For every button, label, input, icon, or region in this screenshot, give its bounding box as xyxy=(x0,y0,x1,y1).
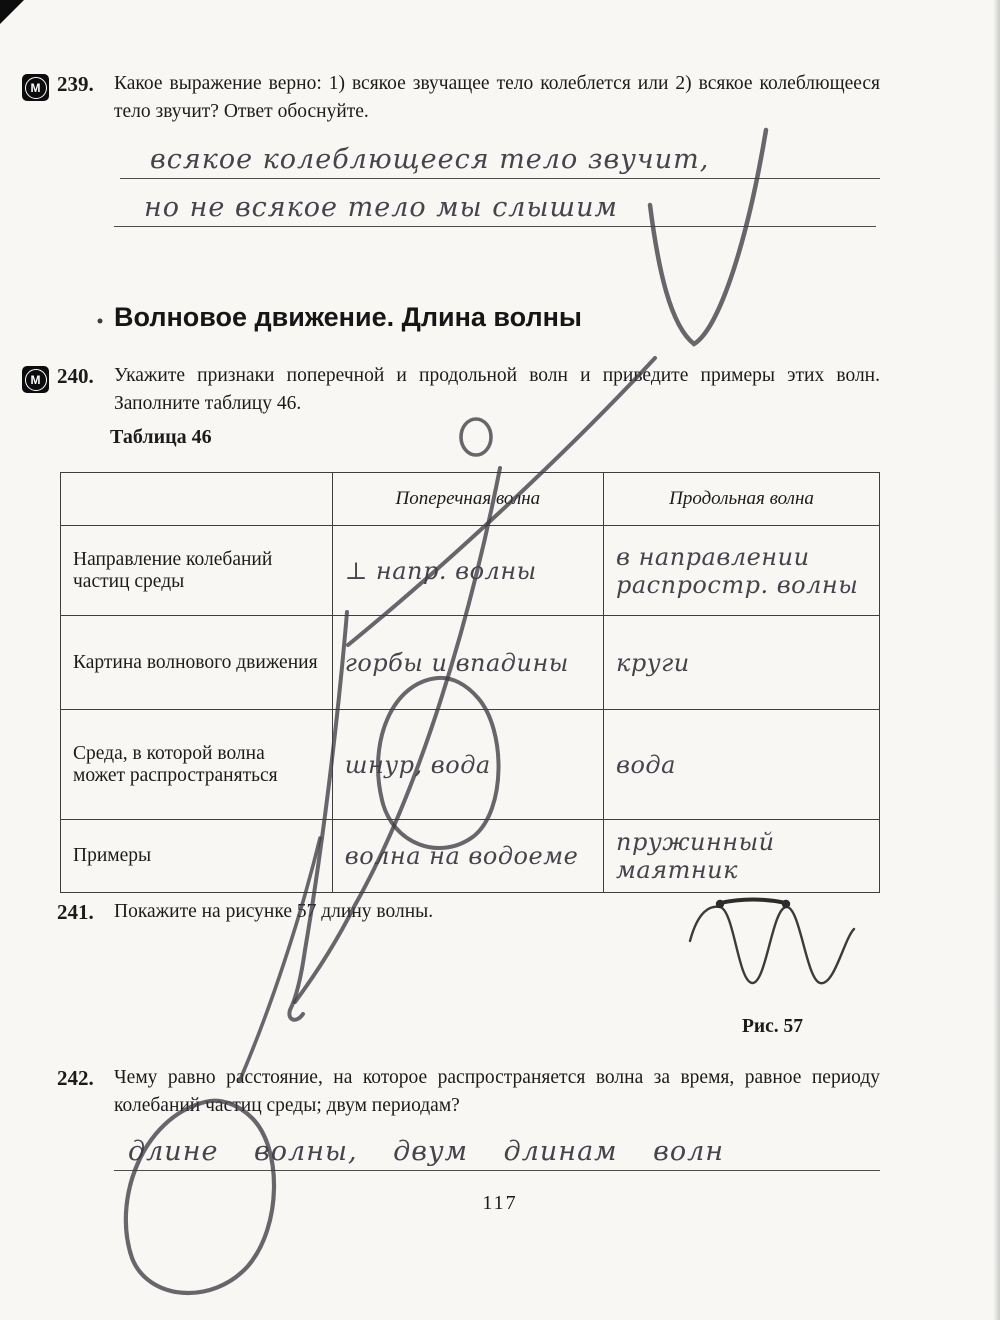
handwritten-answer-239-2: но не всякое тело мы слышим xyxy=(144,192,618,223)
table-row-label: Среда, в которой волна может распространяться xyxy=(61,710,333,820)
problem-239-text: Какое выражение верно: 1) всякое звучащее тело колеблется или 2) всякое колеблющееся тело звучит? Ответ обоснуйте. xyxy=(114,73,880,122)
handwritten-cell: пружинный маятник xyxy=(616,828,775,884)
problem-242-text: Чему равно расстояние, на которое распространяется волна за время, равное периоду колебаний частиц среды; двум периодам? xyxy=(114,1067,880,1116)
table-row xyxy=(61,526,880,616)
wavelength-marker xyxy=(720,900,786,904)
ink-dot xyxy=(98,319,103,324)
problem-241-number: 241. xyxy=(57,900,94,924)
figure-57-caption: Рис. 57 xyxy=(742,1016,804,1037)
problem-240-number: 240. xyxy=(57,364,94,388)
table-cell-empty xyxy=(61,473,333,526)
table-cell-handwritten xyxy=(332,616,603,710)
table-cell-handwritten xyxy=(604,820,880,893)
table-cell-handwritten xyxy=(332,820,603,893)
handwritten-answer-242: длине волны, двум длинам волн xyxy=(128,1136,725,1167)
table-cell-handwritten xyxy=(604,526,880,616)
problem-242-number: 242. xyxy=(57,1066,94,1090)
table-row-label: Примеры xyxy=(61,820,333,893)
handwritten-cell: круги xyxy=(616,648,690,677)
mechanics-badge-239 xyxy=(22,74,49,101)
table-header-transverse: Поперечная волна xyxy=(332,473,603,526)
answer-line-242 xyxy=(114,1122,880,1171)
table-cell-handwritten xyxy=(332,526,603,616)
wave-curve xyxy=(690,907,854,984)
table-cell-handwritten xyxy=(604,710,880,820)
table-row xyxy=(61,820,880,893)
mechanics-badge-letter: М xyxy=(25,77,47,99)
table-row-label: Картина волнового движения xyxy=(61,616,333,710)
wavelength-endpoint-right xyxy=(782,900,790,908)
handwritten-cell: волна на водоеме xyxy=(344,842,579,870)
table-cell-handwritten xyxy=(332,710,603,820)
handwritten-cell: вода xyxy=(616,750,676,779)
problem-241-text: Покажите на рисунке 57 длину волны. xyxy=(114,901,434,922)
problem-239-number: 239. xyxy=(57,72,94,96)
mechanics-badge-240 xyxy=(22,366,49,393)
answer-line-239-2 xyxy=(114,180,876,227)
problem-240-text: Укажите признаки поперечной и продольной волн и приведите примеры этих волн. Заполните таблицу 46. xyxy=(114,365,880,414)
table-46 xyxy=(60,472,880,893)
table-46-label: Таблица 46 xyxy=(110,426,212,448)
pen-small-circle xyxy=(461,419,491,455)
page-number: 117 xyxy=(482,1192,518,1214)
wavelength-endpoint-left xyxy=(716,900,724,908)
handwritten-cell: ⊥ напр. волны xyxy=(344,556,537,585)
handwritten-answer-239-1: всякое колеблющееся тело звучит, xyxy=(150,144,710,175)
mechanics-badge-letter: М xyxy=(25,369,47,391)
table-row-label: Направление колебаний частиц среды xyxy=(61,526,333,616)
section-title: Волновое движение. Длина волны xyxy=(114,302,582,332)
table-row-header xyxy=(61,473,880,526)
handwritten-cell: шнур, вода xyxy=(344,750,491,779)
handwritten-cell: в направлении распростр. волны xyxy=(616,542,859,599)
table-header-longitudinal: Продольная волна xyxy=(604,473,880,526)
wave-figure xyxy=(686,893,882,1009)
page-corner-mark xyxy=(0,0,24,24)
handwritten-cell: горбы и впадины xyxy=(344,648,569,677)
table-cell-handwritten xyxy=(604,616,880,710)
table-row xyxy=(61,616,880,710)
answer-line-239-1 xyxy=(120,132,880,179)
table-row xyxy=(61,710,880,820)
